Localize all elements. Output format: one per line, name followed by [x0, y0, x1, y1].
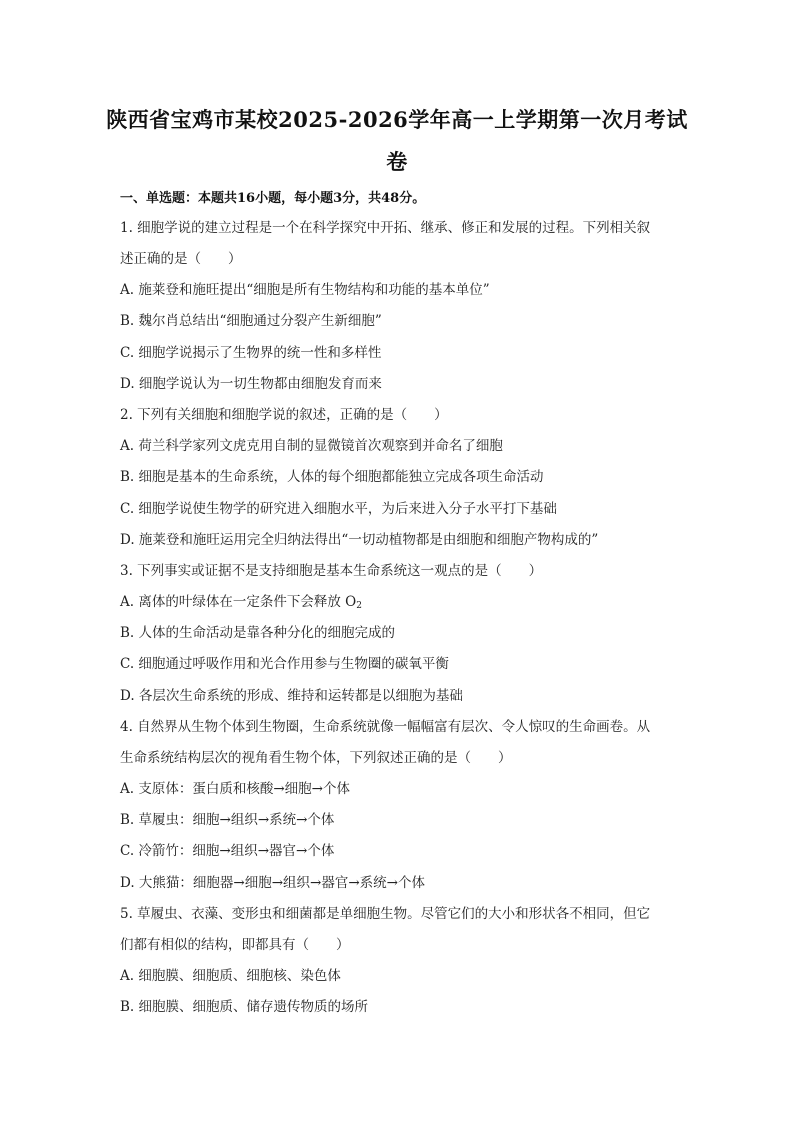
q3-option-a [120, 590, 362, 611]
q3-option-a-subscript: 2 [356, 601, 362, 611]
q5-stem-line1: 5. 草履虫、衣藻、变形虫和细菌都是单细胞生物。尽管它们的大小和形状各不相同，但它 [120, 906, 651, 922]
q1-option-d: D. 细胞学说认为一切生物都由细胞发育而来 [120, 376, 382, 392]
q1-option-c: C. 细胞学说揭示了生物界的统一性和多样性 [120, 345, 382, 361]
q2-option-b: B. 细胞是基本的生命系统，人体的每个细胞都能独立完成各项生命活动 [120, 469, 544, 485]
q2-stem-line1: 2. 下列有关细胞和细胞学说的叙述，正确的是（ ） [120, 407, 448, 423]
q1-option-b: B. 魏尔肖总结出“细胞通过分裂产生新细胞” [120, 313, 382, 329]
q1-stem-line1: 1. 细胞学说的建立过程是一个在科学探究中开拓、继承、修正和发展的过程。下列相关叙 [120, 220, 651, 236]
q3-option-c: C. 细胞通过呼吸作用和光合作用参与生物圈的碳氧平衡 [120, 656, 449, 672]
exam-title-line1: 陕西省宝鸡市某校2025-2026学年高一上学期第一次月考试 [106, 107, 688, 132]
q5-stem-line2: 们都有相似的结构，即都具有（ ） [120, 937, 350, 953]
q2-option-c: C. 细胞学说使生物学的研究进入细胞水平，为后来进入分子水平打下基础 [120, 501, 557, 517]
q4-option-d: D. 大熊猫：细胞器→细胞→组织→器官→系统→个体 [120, 875, 425, 891]
exam-title-line2: 卷 [386, 149, 408, 174]
q4-stem-line1: 4. 自然界从生物个体到生物圈，生命系统就像一幅幅富有层次、令人惊叹的生命画卷。从 [120, 719, 651, 735]
q3-option-b: B. 人体的生命活动是靠各种分化的细胞完成的 [120, 625, 396, 641]
q4-stem-line2: 生命系统结构层次的视角看生物个体，下列叙述正确的是（ ） [120, 750, 512, 766]
q3-stem-line1: 3. 下列事实或证据不是支持细胞是基本生命系统这一观点的是（ ） [120, 563, 543, 579]
q4-option-a: A. 支原体：蛋白质和核酸→细胞→个体 [120, 781, 350, 797]
q5-option-b: B. 细胞膜、细胞质、储存遗传物质的场所 [120, 999, 369, 1015]
q2-option-d: D. 施莱登和施旺运用完全归纳法得出“一切动植物都是由细胞和细胞产物构成的” [120, 532, 599, 548]
q4-option-b: B. 草履虫：细胞→组织→系统→个体 [120, 812, 335, 828]
q1-option-a: A. 施莱登和施旺提出“细胞是所有生物结构和功能的基本单位” [120, 282, 490, 298]
section-heading: 一、单选题：本题共16小题，每小题3分，共48分。 [120, 191, 426, 206]
q3-option-d: D. 各层次生命系统的形成、维持和运转都是以细胞为基础 [120, 688, 463, 704]
q2-option-a: A. 荷兰科学家列文虎克用自制的显微镜首次观察到并命名了细胞 [120, 438, 503, 454]
q5-option-a: A. 细胞膜、细胞质、细胞核、染色体 [120, 968, 341, 984]
q4-option-c: C. 冷箭竹：细胞→组织→器官→个体 [120, 843, 335, 859]
q3-option-a-text: A. 离体的叶绿体在一定条件下会释放 O [120, 594, 357, 610]
q1-stem-line2: 述正确的是（ ） [120, 251, 242, 267]
